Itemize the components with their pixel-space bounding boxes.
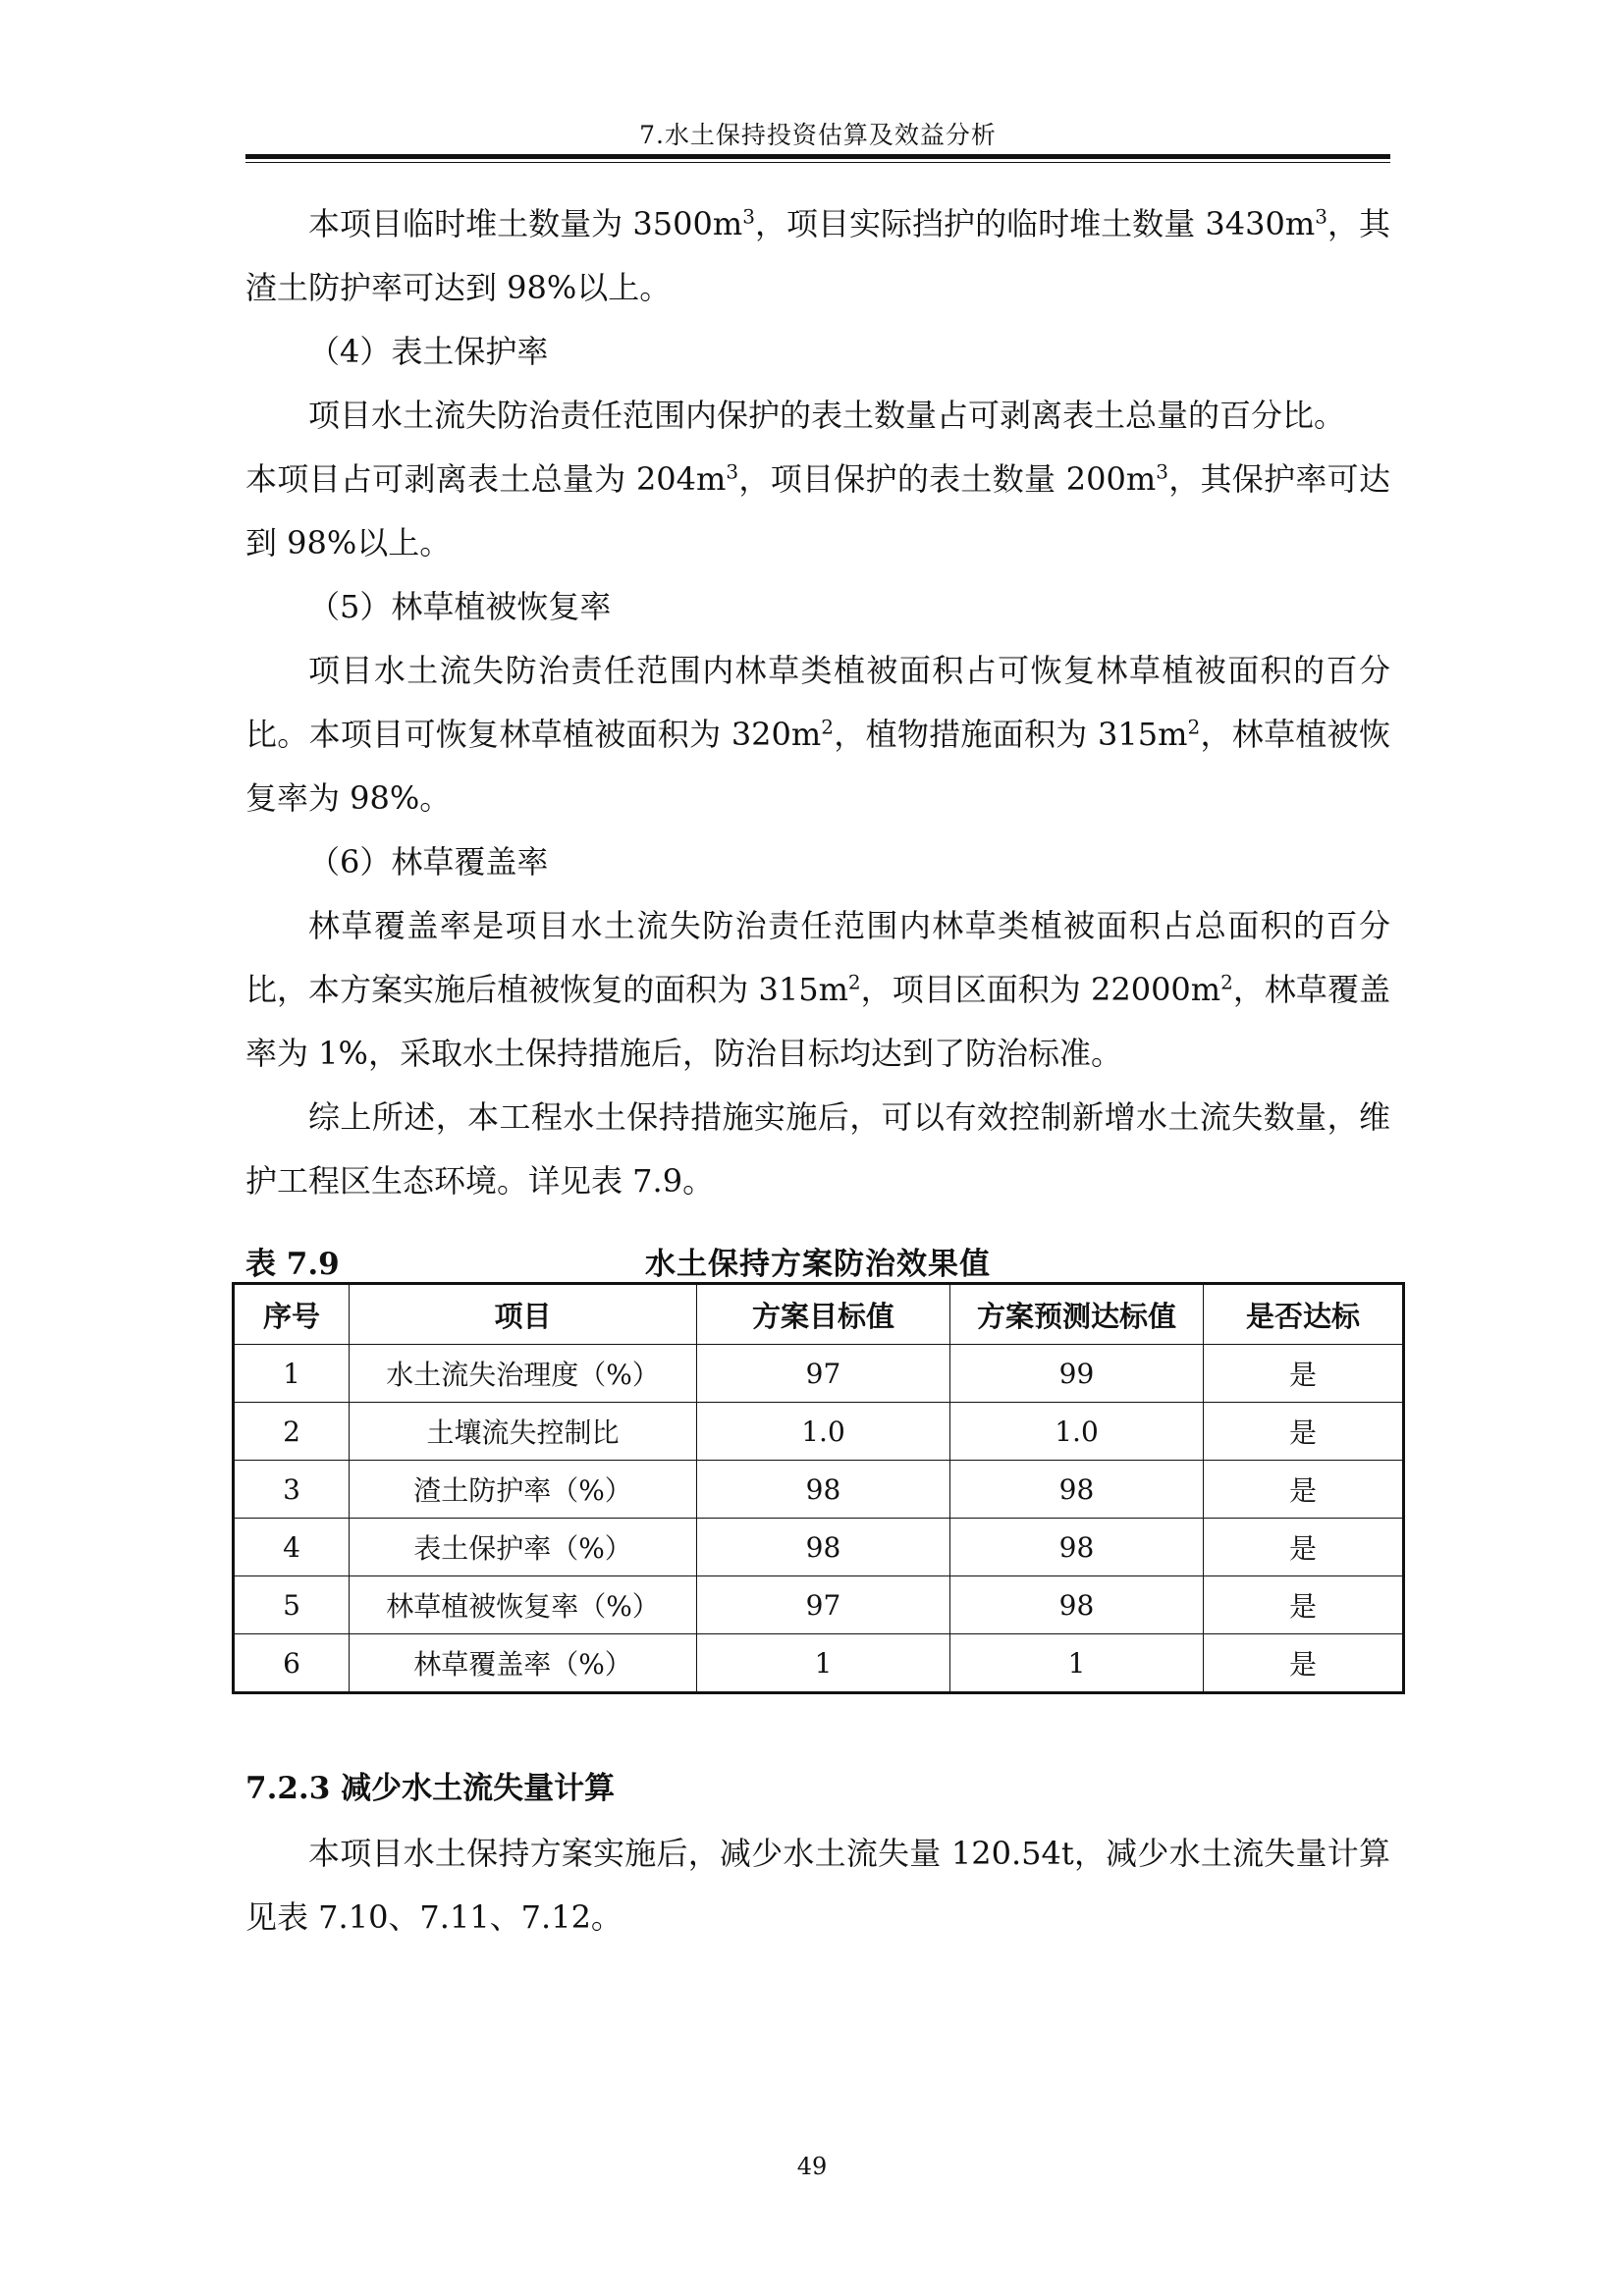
table-cell: 98	[950, 1576, 1204, 1634]
table-cell: 1.0	[950, 1403, 1204, 1461]
table-header-row	[234, 1284, 1404, 1345]
table-cell: 土壤流失控制比	[350, 1403, 697, 1461]
column-header: 是否达标	[1204, 1284, 1404, 1345]
table-caption	[245, 1239, 1390, 1282]
section-heading: 7.2.3 减少水土流失量计算	[245, 1771, 616, 1806]
table-cell: 林草覆盖率（%）	[350, 1634, 697, 1693]
page-number: 49	[796, 2153, 828, 2180]
header-rule-thin	[245, 162, 1390, 163]
table-cell: 1	[234, 1345, 350, 1403]
table-cell: 表土保护率（%）	[350, 1519, 697, 1576]
table-cell: 98	[697, 1519, 950, 1576]
paragraph-vegetation-coverage: 林草覆盖率是项目水土流失防治责任范围内林草类植被面积占总面积的百分比，本方案实施后植被恢复的面积为 $315m^2$，项目区面积为 $22000m^2$，林草覆盖率为 1%，采取水土保持措施后，防治目标均达到了防治标准。	[245, 907, 1390, 1072]
paragraph-loss-reduction: 本项目水土保持方案实施后，减少水土流失量 120.54t，减少水土流失量计算见表 7.10、7.11、7.12。	[245, 1835, 1390, 1936]
table-cell: 是	[1204, 1576, 1404, 1634]
table-row	[234, 1345, 1404, 1403]
body-text	[245, 192, 1390, 1213]
subheading-vegetation-coverage: （6）林草覆盖率	[308, 843, 549, 881]
table-cell: 是	[1204, 1634, 1404, 1693]
table-row	[234, 1634, 1404, 1693]
paragraph-topsoil-definition: 项目水土流失防治责任范围内保护的表土数量占可剥离表土总量的百分比。	[308, 397, 1346, 434]
table-row	[234, 1461, 1404, 1519]
column-header: 序号	[234, 1284, 350, 1345]
table-cell: 98	[950, 1461, 1204, 1519]
column-header: 项目	[350, 1284, 697, 1345]
table-cell: 是	[1204, 1519, 1404, 1576]
table-cell: 是	[1204, 1403, 1404, 1461]
table-row	[234, 1519, 1404, 1576]
header-rule-thick	[245, 154, 1390, 159]
column-header: 方案预测达标值	[950, 1284, 1204, 1345]
table-cell: 6	[234, 1634, 350, 1693]
column-header: 方案目标值	[697, 1284, 950, 1345]
section-body	[245, 1822, 1390, 1949]
table-row	[234, 1576, 1404, 1634]
table-cell: 水土流失治理度（%）	[350, 1345, 697, 1403]
subheading-topsoil-protection: （4）表土保护率	[308, 333, 549, 370]
table-cell: 2	[234, 1403, 350, 1461]
table-number: 表 7.9	[245, 1247, 340, 1282]
table-cell: 97	[697, 1345, 950, 1403]
effect-values-table	[232, 1282, 1405, 1694]
subheading-vegetation-recovery: （5）林草植被恢复率	[308, 588, 612, 625]
table-cell: 1	[697, 1634, 950, 1693]
running-header: 7.水土保持投资估算及效益分析	[639, 121, 997, 149]
paragraph-topsoil-values: 本项目占可剥离表土总量为 $204m^3$，项目保护的表土数量 $200m^3$，其保护率可达到 98%以上。	[245, 459, 1390, 561]
table-cell: 是	[1204, 1345, 1404, 1403]
table-cell: 1	[950, 1634, 1204, 1693]
table-cell: 渣土防护率（%）	[350, 1461, 697, 1519]
paragraph-vegetation-recovery: 项目水土流失防治责任范围内林草类植被面积占可恢复林草植被面积的百分比。本项目可恢复林草植被面积为 $320m^2$，植物措施面积为 $315m^2$，林草植被恢复率为 98%。	[245, 652, 1390, 817]
table-cell: 是	[1204, 1461, 1404, 1519]
table-cell: 97	[697, 1576, 950, 1634]
table-title: 水土保持方案防治效果值	[645, 1247, 991, 1282]
table-row	[234, 1403, 1404, 1461]
table-cell: 3	[234, 1461, 350, 1519]
table-cell: 98	[697, 1461, 950, 1519]
paragraph-slag-protection: 本项目临时堆土数量为 $3500m^3$，项目实际挡护的临时堆土数量 $3430m^3$，其渣土防护率可达到 98%以上。	[245, 204, 1390, 306]
table-cell: 4	[234, 1519, 350, 1576]
table-cell: 99	[950, 1345, 1204, 1403]
table-cell: 98	[950, 1519, 1204, 1576]
paragraph-summary: 综上所述，本工程水土保持措施实施后，可以有效控制新增水土流失数量，维护工程区生态环境。详见表 7.9。	[245, 1098, 1390, 1200]
table-cell: 林草植被恢复率（%）	[350, 1576, 697, 1634]
table-cell: 1.0	[697, 1403, 950, 1461]
table-cell: 5	[234, 1576, 350, 1634]
